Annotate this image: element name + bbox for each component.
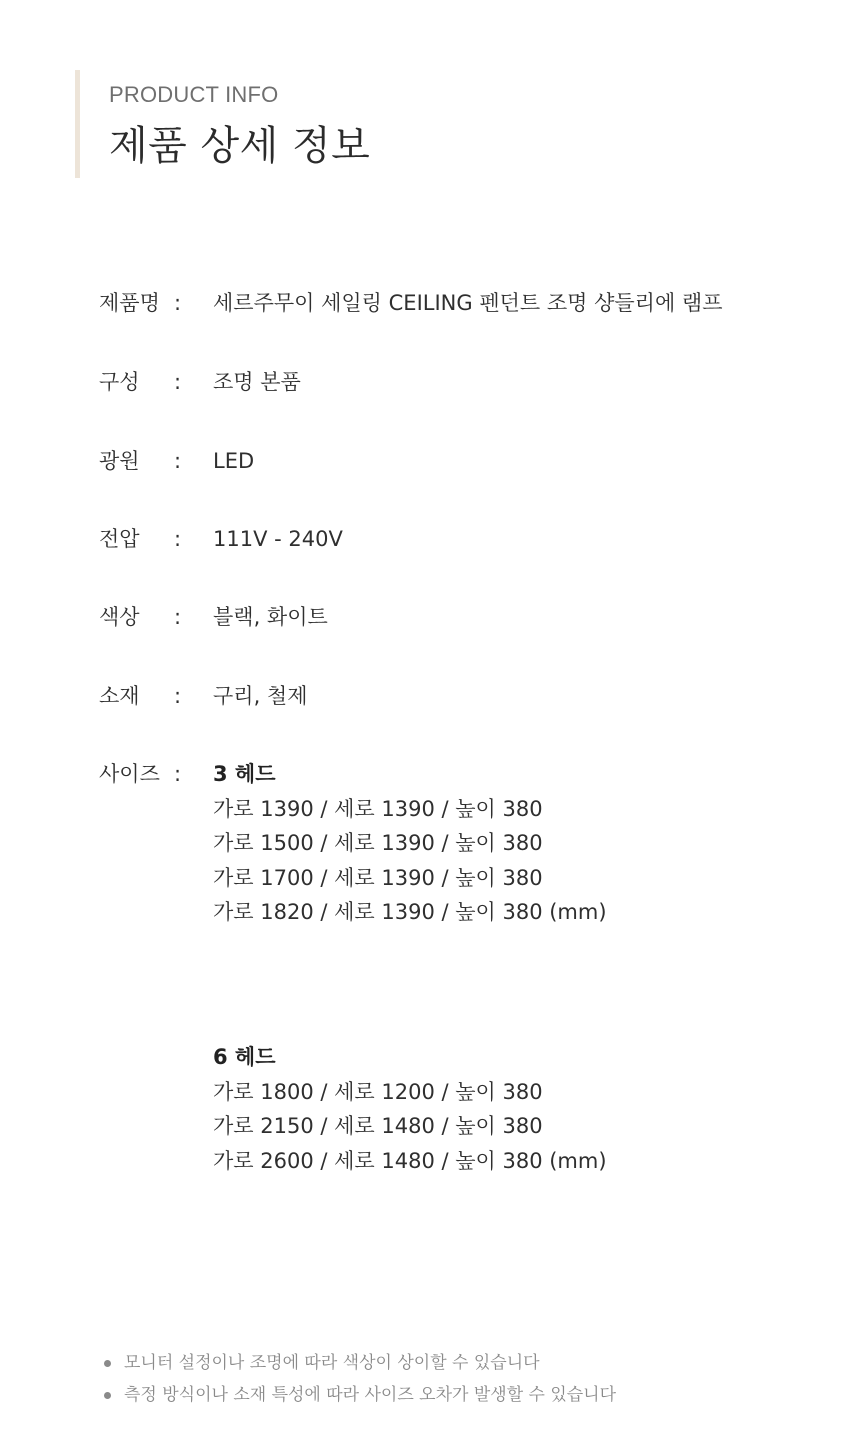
notice-item <box>104 1347 616 1379</box>
spec-label: 소재 <box>99 684 140 708</box>
size-line: 가로 2600 / 세로 1480 / 높이 380 (mm) <box>213 1148 607 1173</box>
notice-text: 모니터 설정이나 조명에 따라 색상이 상이할 수 있습니다 <box>124 1353 540 1373</box>
size-line: 가로 1390 / 세로 1390 / 높이 380 <box>213 796 543 821</box>
spec-colon: : <box>174 605 182 629</box>
size-group-3-head <box>213 757 607 930</box>
spec-colon: : <box>174 762 182 786</box>
bullet-icon <box>104 1392 111 1399</box>
notice-list <box>104 1347 616 1411</box>
spec-colon: : <box>174 291 182 315</box>
notice-item <box>104 1379 616 1411</box>
spec-colon: : <box>174 449 182 473</box>
spec-label: 사이즈 <box>99 762 160 786</box>
spec-value: 조명 본품 <box>213 370 301 394</box>
spec-label: 제품명 <box>99 291 160 315</box>
size-line: 가로 1820 / 세로 1390 / 높이 380 (mm) <box>213 900 607 924</box>
size-group-title: 3 헤드 <box>213 762 276 786</box>
page-title: 제품 상세 정보 <box>109 123 371 169</box>
spec-value: 구리, 철제 <box>213 684 308 708</box>
section-eyebrow: PRODUCT INFO <box>109 82 279 107</box>
spec-value: 블랙, 화이트 <box>213 605 328 629</box>
spec-label: 구성 <box>99 370 140 394</box>
size-group-title: 6 헤드 <box>213 1045 276 1069</box>
spec-label: 광원 <box>99 449 140 473</box>
notice-text: 측정 방식이나 소재 특성에 따라 사이즈 오차가 발생할 수 있습니다 <box>124 1385 617 1405</box>
bullet-icon <box>104 1360 111 1367</box>
spec-colon: : <box>174 370 182 394</box>
spec-label: 전압 <box>99 527 140 551</box>
spec-colon: : <box>174 527 182 551</box>
spec-value: LED <box>213 449 255 473</box>
spec-value: 111V - 240V <box>213 527 343 551</box>
size-line: 가로 2150 / 세로 1480 / 높이 380 <box>213 1114 543 1138</box>
spec-label: 색상 <box>99 605 140 629</box>
size-line: 가로 1500 / 세로 1390 / 높이 380 <box>213 831 543 855</box>
spec-value: 세르주무이 세일링 CEILING 펜던트 조명 샹들리에 램프 <box>213 291 723 315</box>
size-line: 가로 1800 / 세로 1200 / 높이 380 <box>213 1079 543 1104</box>
spec-colon: : <box>174 684 182 708</box>
section-header <box>75 70 370 178</box>
size-group-6-head <box>213 1040 607 1178</box>
size-line: 가로 1700 / 세로 1390 / 높이 380 <box>213 865 543 890</box>
